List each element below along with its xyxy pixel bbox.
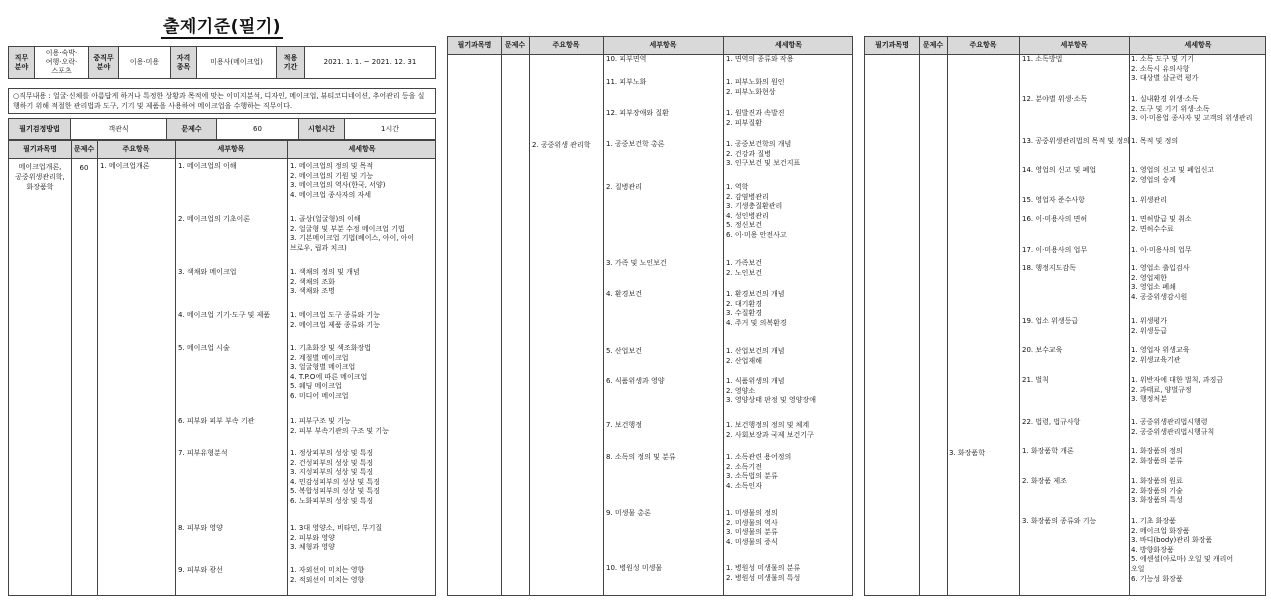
- subdetail-item: 3. 지성피부의 성상 및 특징: [290, 468, 374, 477]
- subdetail-item: 1. 화장품의 정의: [1131, 447, 1183, 455]
- detail-item: 1. 메이크업의 이해: [178, 162, 237, 170]
- content-header: [9, 141, 435, 159]
- subdetail-item: 2. 위생등급: [1131, 326, 1167, 335]
- subdetail-item: 1. 피부노화의 원인: [726, 78, 785, 86]
- subdetail-item: 2. 피부질환: [726, 118, 762, 127]
- content-table-1: [8, 140, 436, 596]
- subdetail-item: 1. 보건행정의 정의 및 체계: [726, 421, 810, 429]
- exam-time-label: 시험시간: [299, 119, 345, 140]
- subdetail-item: 3. 기본메이크업 기법(베이스, 아이, 아이: [290, 234, 415, 243]
- detail-item: 11. 피부노화: [606, 78, 647, 86]
- detail-item: 10. 병원성 미생물: [606, 564, 663, 572]
- subdetail-item: 4. 미생물의 증식: [726, 537, 778, 546]
- subdetail-item: 2. 색채의 조화: [290, 277, 335, 286]
- subdetail-item: 3. 소독법의 분류: [726, 472, 778, 481]
- detail-item: 3. 가족 및 노인보건: [606, 259, 667, 267]
- header-subject: 필기과목명: [875, 41, 909, 49]
- subdetail-item: 6. 미디어 메이크업: [290, 392, 349, 400]
- content-header: [865, 37, 1265, 55]
- subdetail-item: 3. 대상별 살균력 평가: [1131, 74, 1199, 83]
- subdetail-item: 1. 이·미용사의 업무: [1131, 246, 1192, 254]
- subdetail-item: 4. 주거 및 의복환경: [726, 318, 787, 327]
- subdetail-item: 5. 에센셜(아로마) 오일 및 캐리어: [1131, 555, 1234, 564]
- subdetail-item: 2. 미생물의 역사: [726, 518, 778, 527]
- detail-item: 8. 피부와 영양: [178, 524, 223, 532]
- subdetail-item: 5. 복합성피부의 성상 및 특징: [290, 487, 380, 496]
- subdetail-item: 1. 면허발급 및 취소: [1131, 215, 1192, 223]
- subdetail-item: 1. 영업소 출입검사: [1131, 264, 1190, 272]
- subdetail-item: 3. 메이크업의 역사(한국, 서양): [290, 181, 386, 190]
- subdetail-item: 4. 방향화장품: [1131, 545, 1174, 554]
- detail-item: 22. 법령, 법규사항: [1022, 418, 1081, 426]
- subdetail-item: 1. 목적 및 정의: [1131, 137, 1179, 145]
- subdetail-item: 3. 영업소 폐쇄: [1131, 283, 1176, 292]
- subdetail-item: 1. 기초화장 및 색조화장법: [290, 344, 371, 352]
- detail-item: 18. 행정지도감독: [1022, 264, 1076, 272]
- subdetail-item: 2. 건강과 질병: [726, 149, 771, 158]
- subdetail-item: 3. 인구보건 및 보건지표: [726, 159, 801, 168]
- middle-field-value: 이용·미용: [119, 47, 171, 79]
- subdetail-item: 1. 산업보건의 개념: [726, 347, 785, 355]
- subdetail-item: 2. 사회보장과 국제 보건기구: [726, 430, 814, 439]
- header-detail: 세부항목: [217, 145, 245, 153]
- detail-item: 5. 메이크업 시술: [178, 344, 230, 352]
- period-value: 2021. 1. 1. ~ 2021. 12. 31: [305, 47, 436, 79]
- header-count: 문제수: [73, 145, 95, 153]
- subdetail-item: 2. 소독기전: [726, 462, 762, 471]
- detail-item: 1. 화장품학 개론: [1022, 447, 1074, 455]
- detail-item: 6. 피부와 피부 부속 기관: [178, 417, 255, 425]
- method-label: 필기검정방법: [9, 119, 71, 140]
- header-detail: 세부항목: [649, 41, 677, 49]
- subdetail-item: 4. 소독인자: [726, 481, 762, 490]
- main-item: 2. 공중위생 관리학: [532, 141, 591, 149]
- subdetail-item: 2. 소독시 유의사항: [1131, 64, 1190, 73]
- subdetail-item: 3. 색채와 조명: [290, 287, 335, 296]
- header-subject: 필기과목명: [457, 41, 492, 49]
- subdetail-item: 2. 병원성 미생물의 특성: [726, 573, 801, 582]
- detail-item: 12. 피부장애와 질환: [606, 109, 669, 117]
- info-table: [8, 46, 436, 79]
- detail-item: 11. 소독방법: [1022, 55, 1063, 63]
- subdetail-item: 1. 면역의 종류와 작용: [726, 55, 794, 63]
- subdetail-item: 2. 화장품의 기술: [1131, 486, 1183, 495]
- subdetail-item: 1. 위생평가: [1131, 317, 1167, 325]
- detail-item: 7. 피부유형분석: [178, 449, 228, 457]
- subdetail-item: 오일: [1131, 565, 1145, 573]
- subdetail-item: 2. 면허수수료: [1131, 224, 1174, 233]
- subdetail-item: 1. 원발진과 속발진: [726, 109, 785, 117]
- detail-item: 4. 메이크업 기기·도구 및 제품: [178, 311, 271, 319]
- subdetail-item: 브로우, 립과 치크): [290, 243, 347, 252]
- cert-value: 미용사(메이크업): [197, 47, 277, 79]
- subdetail-item: 2. 공중위생관리법시행규칙: [1131, 427, 1215, 436]
- header-count: 문제수: [922, 41, 944, 49]
- subdetail-item: 1. 영업자 위생교육: [1131, 346, 1190, 354]
- header-subject: 필기과목명: [23, 145, 57, 153]
- header-main: 주요항목: [122, 145, 150, 153]
- subdetail-item: 6. 노화피부의 성상 및 특징: [290, 497, 374, 505]
- subdetail-item: 2. 건성피부의 성상 및 특징: [290, 458, 374, 467]
- subdetail-item: 2. 산업재해: [726, 356, 762, 365]
- detail-item: 20. 보수교육: [1022, 346, 1063, 354]
- subdetail-item: 1. 화장품의 원료: [1131, 477, 1183, 485]
- subdetail-item: 2. 계절별 메이크업: [290, 353, 349, 362]
- page-title: 출제기준(필기): [162, 17, 282, 37]
- header-subdetail: 세세항목: [774, 41, 803, 49]
- subdetail-item: 2. 영업의 승계: [1131, 175, 1176, 184]
- subdetail-item: 2. 피부 부속기관의 구조 및 기능: [290, 426, 389, 435]
- detail-item: 9. 피부와 광선: [178, 566, 223, 574]
- subdetail-item: 4. 성인병관리: [726, 211, 769, 220]
- detail-item: 8. 소독의 정의 및 분류: [606, 453, 676, 461]
- subdetail-item: 2. 영업제한: [1131, 273, 1167, 282]
- question-count-label: 문제수: [167, 119, 217, 140]
- middle-field-label: 중직무 분야: [89, 47, 119, 79]
- subdetail-item: 4. 공중위생감시원: [1131, 292, 1188, 301]
- detail-item: 7. 보건행정: [606, 421, 642, 429]
- subdetail-item: 3. 미생물의 분류: [726, 528, 778, 537]
- subdetail-item: 1. 기초 화장품: [1131, 517, 1176, 525]
- main-item: 3. 화장품학: [949, 449, 985, 457]
- question-count-value: 60: [217, 119, 299, 140]
- detail-item: 3. 화장품의 종류와 기능: [1022, 517, 1097, 525]
- header-count: 문제수: [504, 41, 526, 49]
- detail-item: 2. 메이크업의 기초이론: [178, 215, 250, 223]
- subdetail-item: 3. 기생충질환관리: [726, 202, 783, 211]
- subdetail-item: 3. 행정처분: [1131, 395, 1167, 404]
- subdetail-item: 1. 영업의 신고 및 폐업신고: [1131, 166, 1215, 174]
- subdetail-item: 1. 소독관련 용어정의: [726, 453, 792, 461]
- subdetail-item: 2. 과태료, 양벌규정: [1131, 385, 1192, 394]
- detail-item: 21. 벌칙: [1022, 376, 1049, 384]
- subdetail-item: 1. 색채의 정의 및 개념: [290, 268, 360, 276]
- detail-item: 12. 분야별 위생·소독: [1022, 95, 1088, 103]
- subdetail-item: 4. 민감성피부의 성상 및 특징: [290, 477, 380, 486]
- subdetail-item: 4. T.P.O에 따른 메이크업: [290, 372, 368, 381]
- subdetail-item: 1. 메이크업의 정의 및 목적: [290, 162, 374, 170]
- detail-item: 10. 피부면역: [606, 55, 647, 63]
- subdetail-item: 2. 피부와 영양: [290, 533, 335, 542]
- standards-page-2: [447, 36, 853, 596]
- subdetail-item: 1. 실내환경 위생·소독: [1131, 95, 1199, 103]
- subdetail-item: 3. 화장품의 특성: [1131, 496, 1183, 505]
- subdetail-item: 1. 위반자에 대한 벌칙, 과징금: [1131, 376, 1224, 384]
- subdetail-item: 6. 기능성 화장품: [1131, 574, 1183, 583]
- subdetail-item: 1. 역학: [726, 183, 749, 191]
- detail-item: 15. 영업자 준수사항: [1022, 196, 1085, 204]
- subdetail-item: 1. 자외선이 미치는 영향: [290, 566, 365, 574]
- subdetail-item: 1. 소독 도구 및 기기: [1131, 55, 1194, 63]
- standards-page-3: [864, 36, 1266, 596]
- subdetail-item: 2. 감염병관리: [726, 192, 769, 201]
- header-main: 주요항목: [552, 41, 580, 49]
- subdetail-item: 2. 노인보건: [726, 268, 762, 277]
- method-value: 객관식: [71, 119, 167, 140]
- subdetail-item: 1. 환경보건의 개념: [726, 290, 785, 298]
- subdetail-item: 1. 병원성 미생물의 분류: [726, 564, 801, 572]
- detail-item: 13. 공중위생관리법의 목적 및 정의: [1022, 137, 1130, 145]
- subdetail-item: 1. 메이크업 도구 종류와 기능: [290, 311, 380, 319]
- subdetail-item: 2. 피부노화현상: [726, 87, 776, 96]
- subdetail-item: 2. 위생교육기관: [1131, 355, 1181, 364]
- content-header: [448, 37, 852, 55]
- detail-item: 14. 영업의 신고 및 폐업: [1022, 166, 1097, 174]
- subdetail-item: 1. 식품위생의 개념: [726, 377, 785, 385]
- subdetail-item: 1. 골상(얼굴형)의 이해: [290, 215, 361, 223]
- standards-page-1: [8, 0, 436, 596]
- subdetail-item: 3. 영양상태 판정 및 영양장애: [726, 396, 816, 405]
- header-subdetail: 세세항목: [348, 145, 376, 153]
- period-label: 적용 기간: [277, 47, 305, 79]
- subdetail-item: 3. 얼굴형별 메이크업: [290, 363, 356, 372]
- subdetail-item: 5. 정신보건: [726, 221, 762, 230]
- subdetail-item: 1. 3대 영양소, 비타민, 무기질: [290, 524, 383, 532]
- subdetail-item: 1. 공중위생관리법시행령: [1131, 418, 1208, 426]
- subdetail-item: 2. 얼굴형 및 부분 수정 메이크업 기법: [290, 224, 405, 233]
- field-value: 이용·숙박· 여행·오락· 스포츠: [35, 47, 89, 79]
- detail-item: 5. 산업보건: [606, 347, 642, 355]
- subdetail-item: 2. 메이크업 제품 종류와 기능: [290, 320, 380, 329]
- exam-method-table: [8, 118, 436, 140]
- question-count: 60: [79, 164, 89, 172]
- subdetail-item: 2. 대기환경: [726, 299, 762, 308]
- subdetail-item: 6. 이·미용 안전사고: [726, 231, 787, 239]
- subdetail-item: 3. 이·미용업 종사자 및 고객의 위생관리: [1131, 114, 1253, 123]
- detail-item: 6. 식품위생과 영양: [606, 377, 665, 385]
- detail-item: 19. 업소 위생등급: [1022, 317, 1079, 325]
- subdetail-item: 1. 미생물의 정의: [726, 509, 778, 517]
- subdetail-item: 2. 도구 및 기기 위생·소독: [1131, 104, 1210, 113]
- cert-label: 자격 종목: [171, 47, 197, 79]
- subdetail-item: 2. 화장품의 분류: [1131, 456, 1183, 465]
- subdetail-item: 2. 메이크업의 기원 및 기능: [290, 171, 374, 180]
- detail-item: 2. 화장품 제조: [1022, 477, 1067, 485]
- detail-item: 9. 미생물 총론: [606, 509, 651, 517]
- header-detail: 세부항목: [1060, 41, 1088, 49]
- detail-item: 1. 공중보건학 총론: [606, 140, 665, 148]
- subdetail-item: 3. 바디(body)관리 화장품: [1131, 536, 1213, 545]
- subdetail-item: 5. 웨딩 메이크업: [290, 382, 342, 391]
- subdetail-item: 1. 피부구조 및 기능: [290, 417, 351, 425]
- content-table-2: [448, 37, 852, 595]
- subdetail-item: 1. 위생관리: [1131, 196, 1167, 204]
- subdetail-item: 3. 수질환경: [726, 309, 762, 318]
- main-item: 1. 메이크업개론: [100, 162, 150, 170]
- detail-item: 16. 이·미용사의 면허: [1022, 215, 1088, 223]
- field-label: 직무 분야: [9, 47, 35, 79]
- subdetail-item: 1. 가족보건: [726, 259, 762, 267]
- header-subdetail: 세세항목: [1184, 41, 1212, 49]
- content-table-3: [865, 37, 1265, 595]
- subdetail-item: 2. 적외선이 미치는 영향: [290, 575, 365, 584]
- subdetail-item: 1. 정상피부의 성상 및 특징: [290, 449, 374, 457]
- subdetail-item: 3. 체형과 영양: [290, 543, 335, 552]
- detail-item: 4. 환경보건: [606, 290, 642, 298]
- exam-time-value: 1시간: [345, 119, 436, 140]
- subdetail-item: 2. 영양소: [726, 386, 756, 395]
- header-main: 주요항목: [969, 41, 997, 49]
- detail-item: 3. 색채와 메이크업: [178, 268, 237, 276]
- duty-description: ○직무내용 : 얼굴·신체를 아름답게 하거나 특정한 상황과 목적에 맞는 이미지분석, 디자인, 메이크업, 뷰티코디네이션, 추어관리 등을 실행하기 위해 적절한 관리법과 도구, 기기 및 제품을 사용하여 메이크업을 수행하는 직무이다.: [8, 88, 436, 114]
- detail-item: 2. 질병관리: [606, 183, 642, 191]
- subdetail-item: 2. 메이크업 화장품: [1131, 526, 1190, 535]
- subdetail-item: 1. 공중보건학의 개념: [726, 140, 792, 148]
- subdetail-item: 4. 메이크업 종사자의 자세: [290, 190, 371, 199]
- detail-item: 17. 이·미용사의 업무: [1022, 246, 1088, 254]
- subject-name: 메이크업개론, 공중위생관리학, 화장품학: [15, 163, 65, 191]
